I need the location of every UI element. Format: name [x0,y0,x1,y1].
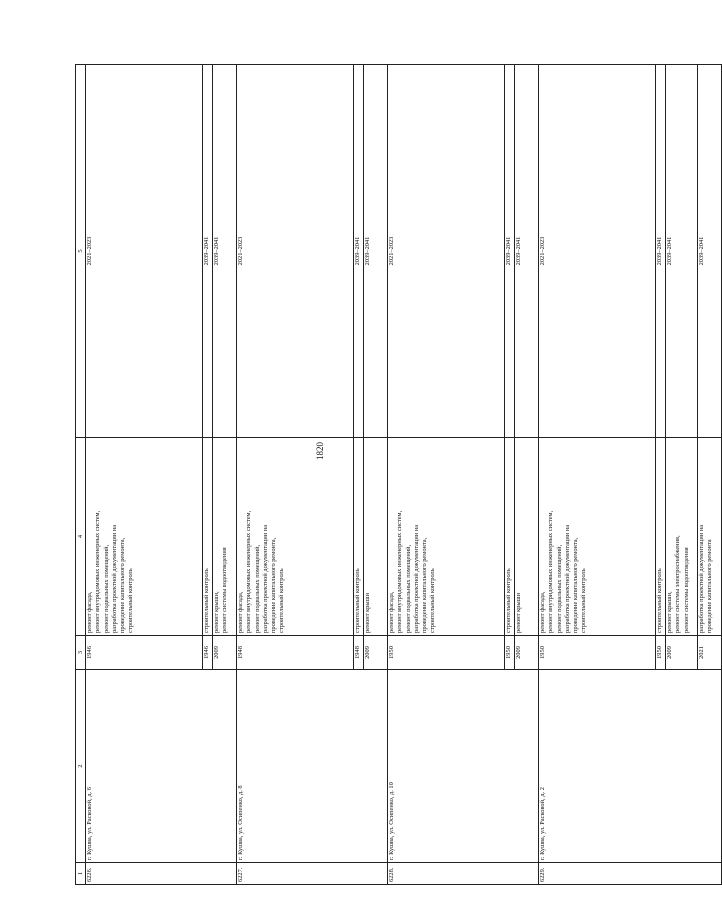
work-item: ремонт внутридомовых инженерных систем, [547,510,555,633]
header-cell: 5 [76,65,86,438]
work-item: ремонт системы электроснабжения, [674,535,682,633]
period-cell: 2039–2041 [203,65,213,438]
header-cell: 2 [76,670,86,863]
year-cell: 2009 [364,636,388,670]
work-item: проведение капитального ремонта, [421,537,429,633]
entry-number: 6227. [237,863,388,885]
work-item: ремонт фасада, [388,591,395,633]
period-cell: 2021–2023 [237,65,354,438]
table-row [388,65,505,885]
work-item: ремонт подвальных помещений, [555,544,563,633]
work-cell [213,438,237,636]
entry-address: г. Кушва, ул. Осипенко, д. 8 [237,670,388,863]
entry-address: г. Кушва, ул. Расковой, д. 2 [539,670,722,863]
work-item: ремонт внутридомовых инженерных систем, [94,510,102,633]
year-cell: 1948 [237,636,354,670]
period-cell: 2039–2041 [666,65,698,438]
work-cell [656,438,666,636]
entry-address: г. Кушва, ул. Расковой, д. 6 [86,670,237,863]
work-item: ремонт подвальных помещений, [102,544,110,633]
period-cell: 2039–2041 [354,65,364,438]
header-cell: 4 [76,438,86,636]
work-item: строительный контроль [354,568,361,633]
entry-number: 6228. [388,863,539,885]
period-cell: 2039–2041 [515,65,539,438]
year-cell: 1946 [203,636,213,670]
work-cell [203,438,213,636]
work-item: ремонт крыши, [213,591,220,633]
work-item: разработка проектной документации на [698,524,705,633]
work-item: проведение капитального ремонта, [270,537,278,633]
work-item: ремонт крыши, [666,591,673,633]
header-cell: 1 [76,863,86,885]
work-item: строительный контроль [505,568,512,633]
year-cell: 2009 [213,636,237,670]
work-item: строительный контроль [127,568,135,633]
year-cell: 2021 [698,636,722,670]
work-cell [86,438,203,636]
year-cell: 1950 [505,636,515,670]
work-cell [237,438,354,636]
work-item: ремонт подвальных помещений, [404,544,412,633]
table-body [86,65,722,885]
work-cell [354,438,364,636]
work-cell [539,438,656,636]
period-cell: 2021–2023 [539,65,656,438]
year-cell: 1948 [354,636,364,670]
work-item: ремонт фасада, [539,591,546,633]
entry-address: г. Кушва, ул. Осипенко, д. 10 [388,670,539,863]
period-cell: 2039–2041 [364,65,388,438]
year-cell: 1946 [86,636,203,670]
year-cell: 2009 [515,636,539,670]
work-item: строительный контроль [203,568,210,633]
work-cell [515,438,539,636]
period-cell: 2021–2023 [86,65,203,438]
period-cell: 2039–2041 [656,65,666,438]
table-row [237,65,354,885]
year-cell: 1950 [388,636,505,670]
work-item: ремонт крыши [364,592,371,633]
work-item: строительный контроль [580,568,588,633]
table-row [539,65,656,885]
work-cell [666,438,698,636]
year-cell: 1950 [539,636,656,670]
work-item: разработка проектной документации на [110,524,118,633]
period-cell: 2039–2041 [505,65,515,438]
work-item: ремонт внутридомовых инженерных систем, [396,510,404,633]
header-row [76,65,86,885]
work-cell [364,438,388,636]
work-item: строительный контроль [429,568,437,633]
work-item: ремонт крыши [515,592,522,633]
work-item: разработка проектной документации на [261,524,269,633]
table-row [86,65,203,885]
period-cell: 2039–2041 [213,65,237,438]
work-cell [698,438,722,636]
period-cell: 2021–2023 [388,65,505,438]
rotated-table-container [75,65,714,885]
period-cell: 2039–2041 [698,65,722,438]
work-item: строительный контроль [656,568,663,633]
work-item: разработка проектной документации на [563,524,571,633]
work-item: ремонт системы водоотведения [682,547,690,633]
work-item: ремонт системы водоотведения [221,547,229,633]
year-cell: 1950 [656,636,666,670]
work-item: проведение капитального ремонта [706,539,714,633]
work-item: ремонт подвальных помещений, [253,544,261,633]
page-number: 1820 [315,442,325,460]
work-item: разработка проектной документации на [412,524,420,633]
work-item: ремонт внутридомовых инженерных систем, [245,510,253,633]
work-item: ремонт фасада, [86,591,93,633]
repair-schedule-table [75,64,722,885]
work-item: ремонт фасада, [237,591,244,633]
entry-number: 6226. [86,863,237,885]
work-cell [505,438,515,636]
work-item: проведение капитального ремонта, [572,537,580,633]
entry-number: 6229. [539,863,722,885]
year-cell: 2009 [666,636,698,670]
work-cell [388,438,505,636]
work-item: проведение капитального ремонта, [119,537,127,633]
work-item: строительный контроль [278,568,286,633]
header-cell: 3 [76,636,86,670]
